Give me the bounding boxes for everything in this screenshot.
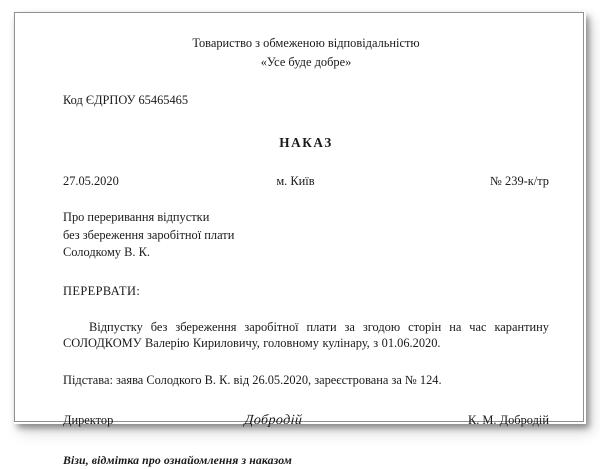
- order-action-word: ПЕРЕРВАТИ:: [63, 283, 141, 298]
- document-number: № 239-к/тр: [490, 173, 549, 188]
- document-city: м. Київ: [276, 173, 315, 188]
- signatory-name: К. М. Добродій: [467, 413, 549, 428]
- signatory-position: Директор: [63, 413, 114, 428]
- subject-line-2: без збереження заробітної плати: [63, 227, 235, 242]
- document-meta-row: [63, 173, 549, 190]
- footer-note: Візи, відмітка про ознайомлення з наказом: [63, 453, 292, 468]
- organization-name-line2: «Усе буде добре»: [260, 54, 352, 69]
- subject-line-1: Про переривання відпустки: [63, 210, 210, 225]
- signature-row: [63, 412, 549, 431]
- document-subject: [63, 209, 549, 261]
- document-page: [14, 12, 584, 468]
- document-date: 27.05.2020: [63, 173, 119, 188]
- document-body: [15, 13, 583, 468]
- subject-line-3: Солодкому В. К.: [63, 245, 150, 260]
- handwritten-signature: Добродій: [244, 413, 304, 429]
- document-title: НАКАЗ: [279, 134, 333, 150]
- order-body-paragraph: Відпустку без збереження заробітної плати за згодою сторін на час карантину СОЛОДКОМУ Валерію Кириловичу, головному кулінару, з 01.06.2020.: [63, 319, 549, 351]
- order-basis-line: Підстава: заява Солодкого В. К. від 26.05.2020, зареєстрована за № 124.: [63, 372, 442, 387]
- organization-name-line1: Товариство з обмеженою відповідальністю: [192, 36, 420, 50]
- organization-header: [63, 35, 549, 70]
- registration-code: Код ЄДРПОУ 65465465: [63, 93, 189, 108]
